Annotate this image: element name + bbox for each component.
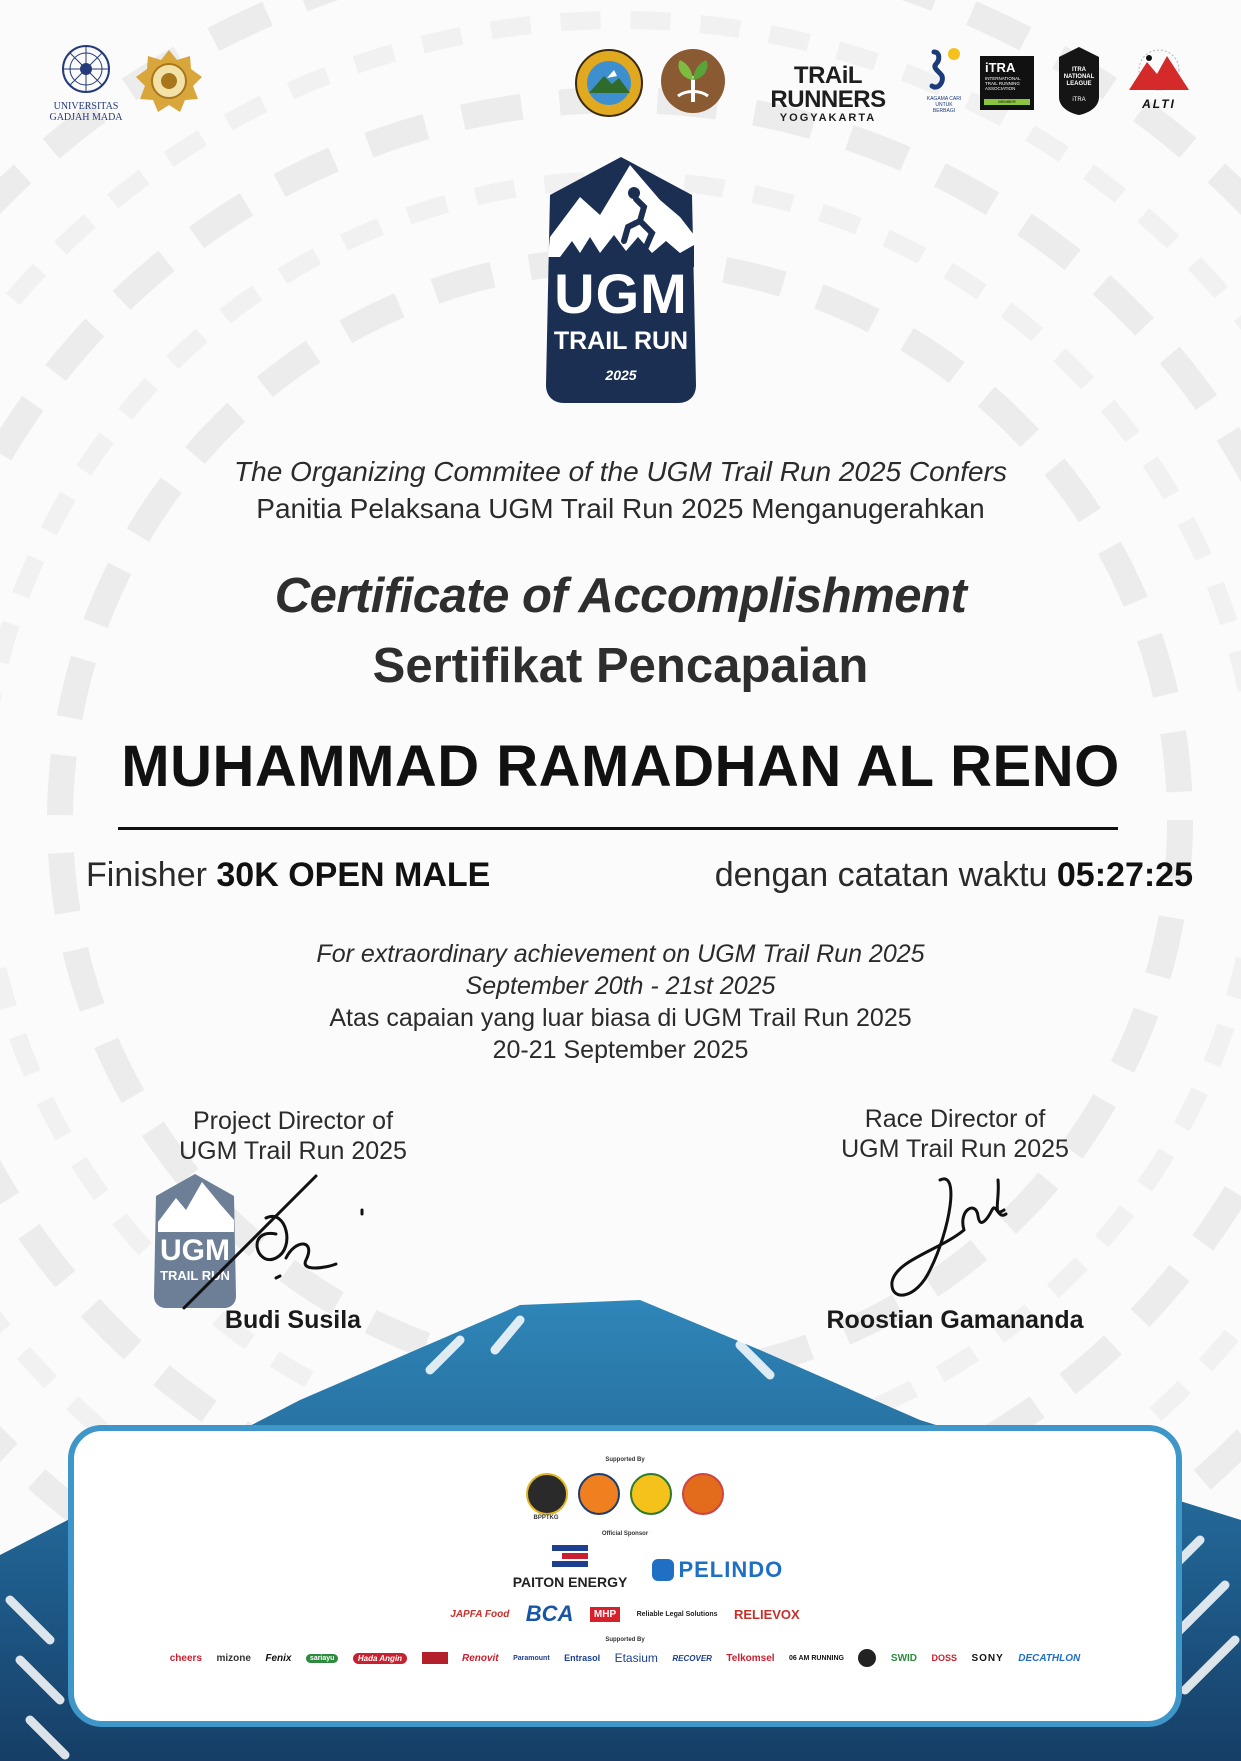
renovit-logo: Renovit — [461, 1652, 499, 1664]
recipient-name: MUHAMMAD RAMADHAN AL RENO — [121, 734, 1120, 799]
recover-logo: RECOVER — [672, 1653, 712, 1663]
stamp-trail-run-text: TRAIL RUN — [160, 1268, 230, 1283]
certificate-title-english: Certificate of Accomplishment — [274, 569, 967, 623]
etasium-logo: Etasium — [614, 1651, 658, 1665]
logo-ugm-text: UGM — [554, 262, 688, 325]
sar-seal-icon — [682, 1473, 724, 1515]
pelindo-logo — [652, 1557, 802, 1583]
certificate-title-indonesian: Sertifikat Pencapaian — [372, 639, 869, 693]
date-indonesian: 20-21 September 2025 — [492, 1036, 749, 1064]
itra-logo — [980, 56, 1034, 110]
red-brand-logo — [422, 1652, 448, 1664]
alti-text: ALTI — [1142, 97, 1176, 111]
swid-logo: SWID — [890, 1652, 918, 1664]
logo-year-text: 2025 — [605, 367, 637, 383]
sponsor-row-tier3 — [74, 1649, 1176, 1667]
confers-english: The Organizing Commitee of the UGM Trail Run 2025 Confers — [234, 456, 1007, 487]
league-sub: iTRA — [1072, 97, 1086, 103]
seal-caption: BPPTKG — [533, 1515, 559, 1521]
right-signature — [880, 1170, 1040, 1310]
mizone-logo: mizone — [216, 1652, 251, 1664]
kraton-seal-icon — [136, 48, 202, 114]
doss-logo: DOSS — [931, 1653, 957, 1663]
panda-logo — [858, 1649, 876, 1667]
pelindo-mark-icon — [652, 1559, 674, 1581]
taman-nasional-gunung-merapi-logo — [574, 48, 644, 118]
finish-time: 05:27:25 — [1056, 856, 1193, 894]
cheers-logo: cheers — [169, 1652, 202, 1664]
entrasol-logo: Entrasol — [564, 1653, 601, 1663]
itra-member-badge: MEMBER — [984, 99, 1030, 105]
hada-angin-logo: Hada Angin — [353, 1653, 407, 1664]
trail-runners-title: TRAiL RUNNERS — [770, 62, 886, 113]
yogyakarta-seal-logo — [136, 48, 202, 114]
paramount-logo: Paramount — [513, 1654, 550, 1662]
university-name: UNIVERSITAS GADJAH MADA — [49, 101, 123, 123]
achievement-indonesian: Atas capaian yang luar biasa di UGM Trail Run 2025 — [329, 1004, 912, 1032]
forest-partner-logo — [660, 48, 726, 114]
sponsor-panel — [68, 1425, 1182, 1727]
bpbd-seal-icon — [578, 1473, 620, 1515]
relievox-logo: RELIEVOX — [733, 1606, 800, 1622]
mhp-logo: MHP — [590, 1607, 620, 1622]
stamp-ugm-text: UGM — [160, 1234, 230, 1267]
supported-by-label-2: Supported By — [605, 1637, 645, 1643]
kagama-footprint-icon — [926, 46, 962, 94]
finisher-line — [86, 856, 490, 895]
ugm-trail-run-logo — [540, 155, 702, 405]
date-english: September 20th - 21st 2025 — [465, 972, 776, 1000]
japfa-logo: JAPFA Food — [450, 1608, 510, 1620]
trail-runners-city: YOGYAKARTA — [779, 112, 877, 124]
official-sponsor-label: Official Sponsor — [601, 1531, 649, 1537]
right-title-line-1: Race Director of — [864, 1105, 1046, 1133]
ugm-university-logo — [48, 44, 124, 134]
confers-indonesian: Panitia Pelaksana UGM Trail Run 2025 Menganugerahkan — [256, 493, 985, 524]
left-title-line-2: UGM Trail Run 2025 — [179, 1137, 407, 1165]
left-title-line-1: Project Director of — [192, 1107, 394, 1135]
mountain-runner-icon — [1125, 48, 1193, 92]
fenix-logo: Fenix — [265, 1652, 292, 1664]
ugm-seal-icon — [48, 44, 124, 96]
achievement-english: For extraordinary achievement on UGM Trail Run 2025 — [316, 940, 925, 968]
itra-subtitle: INTERNATIONAL TRAIL RUNNING ASSOCIATION — [985, 76, 1021, 91]
decathlon-logo: DECATHLON — [1018, 1652, 1081, 1664]
paiton-energy-text: PAITON ENERGY — [512, 1574, 628, 1590]
left-signature — [176, 1168, 376, 1318]
supported-by-label: Supported By — [605, 1457, 645, 1463]
kagama-text: KAGAMA CARI UNTUK BERBAGI — [926, 96, 962, 114]
paiton-mark-icon — [550, 1543, 590, 1569]
national-park-seal-icon — [574, 48, 644, 118]
sponsor-row-tier2 — [74, 1601, 1176, 1627]
right-signatory-name: Roostian Gamananda — [826, 1306, 1084, 1334]
league-text: ITRA NATIONAL LEAGUE — [1063, 67, 1095, 87]
sariayu-logo: sariayu — [306, 1654, 339, 1663]
logo-trail-run-text: TRAIL RUN — [553, 327, 689, 355]
sony-logo: SONY — [971, 1652, 1004, 1664]
left-signatory-title — [150, 1106, 436, 1166]
race-category: 30K OPEN MALE — [216, 856, 491, 894]
left-signatory-name: Budi Susila — [224, 1306, 362, 1334]
kagama-logo — [926, 46, 962, 114]
06am-running-logo: 06 AM RUNNING — [789, 1654, 844, 1662]
right-title-line-2: UGM Trail Run 2025 — [841, 1135, 1069, 1163]
trail-runners-yogyakarta-logo — [746, 64, 910, 124]
finisher-label: Finisher — [86, 856, 207, 894]
tree-emblem-icon — [660, 48, 726, 114]
paiton-energy-logo — [500, 1543, 640, 1590]
regency-seal-icon — [630, 1473, 672, 1515]
finish-time-line — [715, 856, 1193, 895]
esdm-seal-icon — [526, 1473, 568, 1515]
itra-national-league-logo — [1054, 45, 1104, 117]
name-underline — [118, 827, 1118, 830]
itra-title: iTRA — [985, 60, 1016, 75]
right-signatory-title — [810, 1104, 1100, 1164]
pelindo-text: PELINDO — [678, 1557, 784, 1582]
time-label: dengan catatan waktu — [714, 856, 1048, 894]
telkomsel-logo: Telkomsel — [726, 1652, 775, 1664]
alti-logo — [1125, 48, 1193, 111]
reliable-legal-logo: Reliable Legal Solutions — [636, 1610, 718, 1618]
bca-logo: BCA — [525, 1601, 574, 1626]
